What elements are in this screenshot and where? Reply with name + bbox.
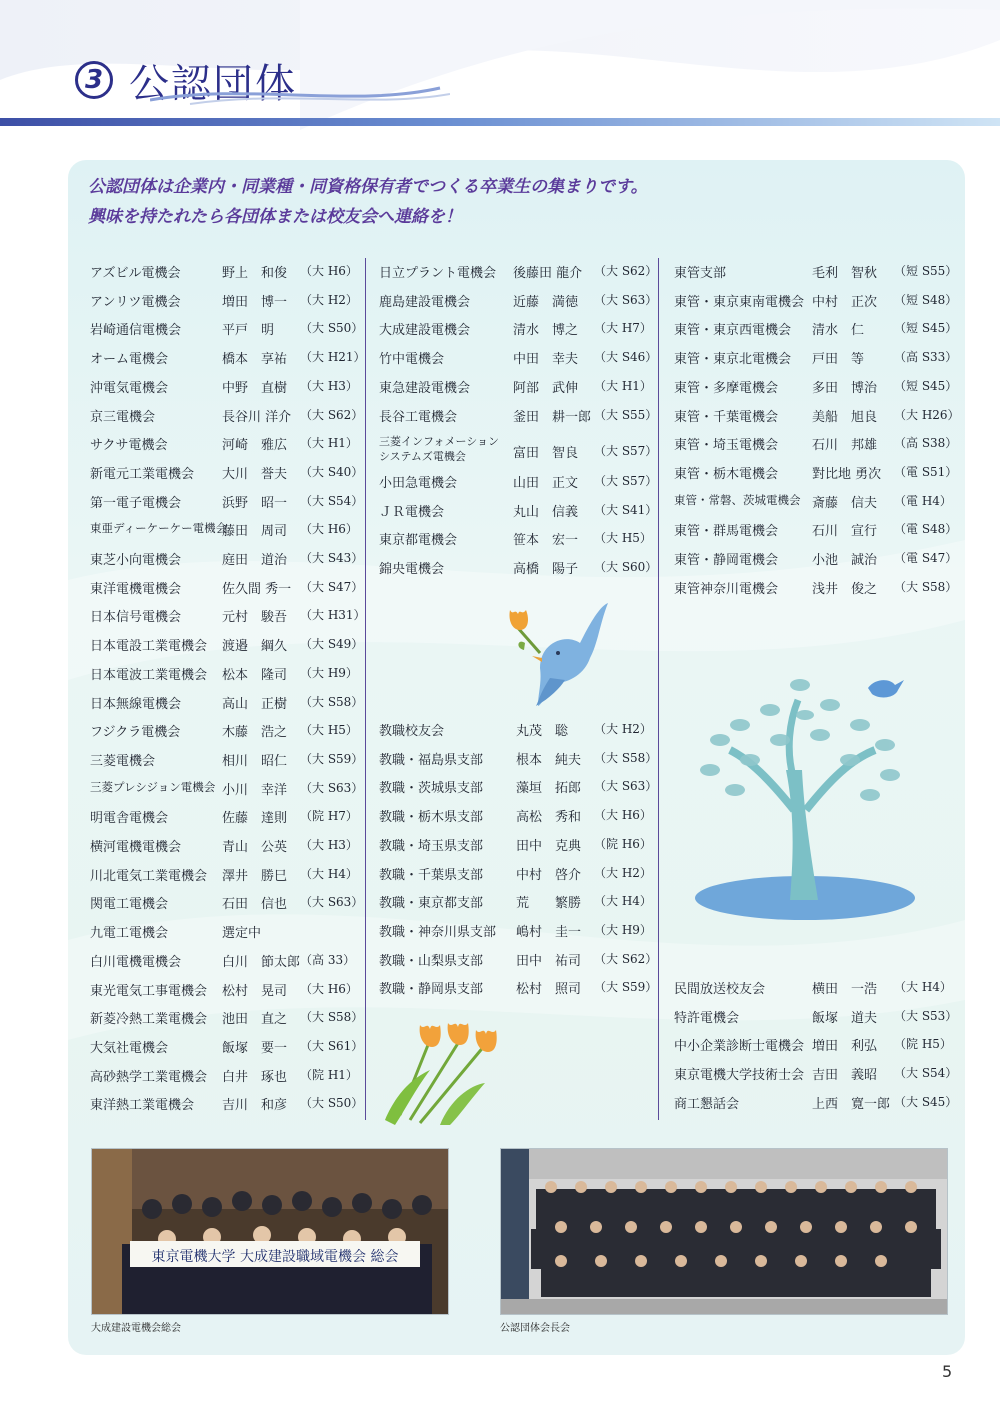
organization-name: 九電工電機会 <box>90 926 169 942</box>
representative-name: 澤井 勝巳 <box>222 868 288 884</box>
list-item <box>90 893 364 913</box>
intro-text <box>88 172 948 232</box>
list-item <box>379 472 658 492</box>
organization-name: オーム電機会 <box>90 352 169 368</box>
organization-name: 三菱電機会 <box>90 753 156 769</box>
list-item <box>379 291 658 311</box>
list-item <box>90 348 366 368</box>
graduation-info: （院 H5） <box>894 1037 952 1052</box>
photo-banner-text: 東京電機大学 大成建設職域電機会 総会 <box>151 1249 399 1265</box>
list-item <box>90 578 364 598</box>
organization-name: 東管・多摩電機会 <box>674 380 779 396</box>
graduation-info: （大 H21） <box>300 350 366 365</box>
list-item <box>90 807 358 827</box>
representative-name: 笹本 宏一 <box>513 533 579 549</box>
list-item <box>90 492 364 512</box>
representative-name: 中村 正次 <box>812 294 878 310</box>
representative-name: 大川 誉夫 <box>222 466 288 482</box>
graduation-info: （短 S45） <box>894 321 958 336</box>
graduation-info: （大 S41） <box>594 502 658 517</box>
column-divider-2 <box>658 258 659 1120</box>
list-item <box>379 262 658 282</box>
representative-name: 中田 幸夫 <box>513 352 579 368</box>
graduation-info: （大 S60） <box>594 560 658 574</box>
organization-name: 商工懇話会 <box>674 1096 740 1112</box>
organization-name: 東急建設電機会 <box>379 380 471 396</box>
list-item <box>90 721 358 741</box>
column-divider-1 <box>365 258 366 1120</box>
organization-name: 教職・神奈川県支部 <box>379 924 497 940</box>
organization-name: 東京電機大学技術士会 <box>674 1068 805 1084</box>
list-item <box>674 262 958 282</box>
organization-name: 東亜ディーケーケー電機会 <box>90 521 228 536</box>
organization-name: ＪＲ電機会 <box>379 504 445 520</box>
graduation-info: （大 S58） <box>894 579 958 594</box>
list-item <box>379 377 652 397</box>
representative-name: 對比地 勇次 <box>812 466 882 482</box>
representative-name: 毛利 智秋 <box>812 266 878 281</box>
representative-name: 戸田 等 <box>812 352 865 368</box>
graduation-info: （大 S49） <box>300 637 364 652</box>
organization-name: 日本電波工業電機会 <box>90 667 208 683</box>
list-item <box>379 501 658 521</box>
list-item <box>674 578 958 598</box>
graduation-info: （大 S57） <box>594 473 658 488</box>
list-item <box>379 835 652 855</box>
graduation-info: （大 S59） <box>594 980 658 995</box>
representative-name: 阿部 武伸 <box>513 380 579 396</box>
representative-name: 飯塚 道夫 <box>812 1010 878 1026</box>
graduation-info: （大 H6） <box>300 264 358 278</box>
representative-name: 清水 博之 <box>513 323 579 339</box>
organization-name: 東管支部 <box>674 266 727 281</box>
representative-name: 嶋村 圭一 <box>516 924 582 940</box>
list-item <box>674 492 952 512</box>
list-item <box>379 978 658 998</box>
representative-name: 小川 幸洋 <box>222 782 288 798</box>
graduation-info: （大 S57） <box>594 444 658 459</box>
representative-name: 多田 博治 <box>812 380 878 396</box>
graduation-info: （大 S45） <box>894 1094 958 1109</box>
representative-name: 田中 祐司 <box>516 953 582 969</box>
organization-name: 白川電機電機会 <box>90 954 182 970</box>
title-swoosh <box>150 78 450 108</box>
representative-name: 清水 仁 <box>812 323 865 339</box>
organization-name: 東管・千葉電機会 <box>674 409 779 425</box>
list-item <box>379 529 652 549</box>
graduation-info: （大 S62） <box>594 264 658 278</box>
organization-name: 教職・東京都支部 <box>379 896 484 912</box>
graduation-info: （大 S58） <box>300 1010 364 1025</box>
representative-name: 田中 克典 <box>516 838 582 854</box>
representative-name: 浅井 俊之 <box>812 581 878 597</box>
bird-illustration <box>500 598 615 708</box>
representative-name: 増田 博一 <box>222 294 288 310</box>
list-item <box>90 836 358 856</box>
organization-name: 東管・東京東南電機会 <box>674 294 805 310</box>
list-item <box>674 463 958 483</box>
graduation-info: （院 H6） <box>594 836 652 851</box>
tulip-illustration <box>380 1015 505 1125</box>
representative-name: 長谷川 洋介 <box>222 409 292 425</box>
graduation-info: （院 H1） <box>300 1067 358 1082</box>
representative-name: 吉田 義昭 <box>812 1068 878 1084</box>
organization-name: 高砂熱学工業電機会 <box>90 1069 208 1085</box>
organization-name: 日立プラント電機会 <box>379 266 497 281</box>
representative-name: 中村 啓介 <box>516 867 582 883</box>
graduation-info: （大 H2） <box>594 865 652 880</box>
graduation-info: （短 S48） <box>894 292 958 307</box>
list-item <box>674 377 958 397</box>
organization-name: 東洋熱工業電機会 <box>90 1098 195 1114</box>
list-item <box>674 1064 958 1084</box>
organization-name: 鹿島建設電機会 <box>379 294 471 310</box>
organization-name: 教職校友会 <box>379 724 445 739</box>
graduation-info: （短 S45） <box>894 378 958 393</box>
list-item <box>674 434 958 454</box>
representative-name: 松村 照司 <box>516 982 582 998</box>
photo-taisei-meeting <box>91 1148 449 1315</box>
representative-name: 美船 旭良 <box>812 409 878 425</box>
graduation-info: （大 S50） <box>300 321 364 336</box>
representative-name: 根本 純夫 <box>516 752 582 768</box>
organization-name: 沖電気電機会 <box>90 380 169 396</box>
graduation-info: （大 S55） <box>594 407 658 422</box>
list-item <box>379 806 652 826</box>
organization-name: 東芝小向電機会 <box>90 553 182 568</box>
organization-name: 東管・東京北電機会 <box>674 352 792 368</box>
list-item <box>90 1094 364 1114</box>
organization-name: 日本信号電機会 <box>90 610 182 626</box>
representative-name: 飯塚 要一 <box>222 1040 288 1056</box>
representative-name: 丸山 信義 <box>513 504 579 520</box>
list-item <box>90 1037 364 1057</box>
graduation-info: （高 33） <box>300 952 356 967</box>
organization-name: 長谷工電機会 <box>379 409 458 425</box>
graduation-info: （大 H26） <box>894 407 960 422</box>
organization-name: アズビル電機会 <box>90 266 181 281</box>
representative-name: 富田 智良 <box>513 446 579 462</box>
graduation-info: （大 S54） <box>300 493 364 508</box>
graduation-info: （電 S48） <box>894 522 958 537</box>
list-item <box>379 348 658 368</box>
graduation-info: （大 S53） <box>894 1008 958 1023</box>
intro-line-1: 公認団体は企業内・同業種・同資格保有者でつくる卒業生の集まりです。 <box>88 177 648 197</box>
list-item <box>674 348 958 368</box>
graduation-info: （高 S38） <box>894 436 958 451</box>
representative-name: 佐藤 達則 <box>222 811 288 827</box>
list-item <box>674 1093 958 1113</box>
organization-name: 東管・栃木電機会 <box>674 466 779 482</box>
graduation-info: （大 S61） <box>300 1038 364 1053</box>
representative-name: 相川 昭仁 <box>222 753 288 769</box>
graduation-info: （大 S63） <box>594 779 658 794</box>
organization-name: 東管・東京西電機会 <box>674 323 792 339</box>
organization-name: 日本電設工業電機会 <box>90 639 208 655</box>
representative-name: 渡邉 綱久 <box>222 639 288 655</box>
graduation-info: （大 S58） <box>300 694 364 709</box>
graduation-info: （大 S47） <box>300 579 364 594</box>
organization-name: 大気社電機会 <box>90 1040 169 1056</box>
graduation-info: （大 S59） <box>300 751 364 766</box>
graduation-info: （大 S63） <box>300 780 364 795</box>
organization-name: 東京都電機会 <box>379 533 458 549</box>
graduation-info: （大 H5） <box>300 723 358 738</box>
graduation-info: （大 H7） <box>594 321 652 336</box>
representative-name: 松村 晃司 <box>222 983 288 999</box>
list-item <box>674 406 960 426</box>
list-item <box>90 434 358 454</box>
representative-name: 石川 宣行 <box>812 524 878 540</box>
representative-name: 釜田 耕一郎 <box>513 409 592 425</box>
representative-name: 上西 寛一郎 <box>812 1096 891 1112</box>
header-rule <box>0 118 1000 126</box>
representative-name: 元村 駿吾 <box>222 610 288 626</box>
representative-name: 浜野 昭一 <box>222 495 288 511</box>
organization-name: 東洋電機電機会 <box>90 581 182 597</box>
organization-name: 東管・常磐、茨城電機会 <box>674 492 801 507</box>
organization-name: 京三電機会 <box>90 409 156 425</box>
graduation-info: （電 H4） <box>894 493 952 508</box>
list-item <box>90 377 358 397</box>
tree-illustration <box>690 660 915 920</box>
list-item <box>674 549 958 569</box>
representative-name: 白井 琢也 <box>222 1069 288 1085</box>
organization-name: 東光電気工事電機会 <box>90 983 208 999</box>
graduation-info: （大 H6） <box>300 981 358 996</box>
list-item <box>674 291 958 311</box>
organization-name: 第一電子電機会 <box>90 495 182 511</box>
graduation-info: （大 S46） <box>594 350 658 365</box>
graduation-info: （大 S62） <box>594 951 658 966</box>
graduation-info: （高 S33） <box>894 350 958 365</box>
page-number: 5 <box>942 1362 953 1381</box>
representative-name: 松本 隆司 <box>222 667 288 683</box>
organization-name: 岩崎通信電機会 <box>90 323 182 339</box>
representative-name: 近藤 満徳 <box>513 294 579 310</box>
organization-name: サクサ電機会 <box>90 438 168 454</box>
list-item <box>90 406 364 426</box>
graduation-info: （大 H2） <box>594 722 652 736</box>
organization-name: 民間放送校友会 <box>674 982 766 997</box>
representative-name: 吉川 和彦 <box>222 1098 288 1114</box>
representative-name: 藤田 周司 <box>222 524 288 540</box>
list-item <box>90 779 364 799</box>
organization-name: 川北電気工業電機会 <box>90 868 208 884</box>
graduation-info: （大 H31） <box>300 608 366 623</box>
organization-name: フジクラ電機会 <box>90 725 181 741</box>
representative-name: 斎藤 信夫 <box>812 495 878 511</box>
representative-name: 河崎 雅広 <box>222 438 288 454</box>
representative-name: 石川 邦雄 <box>812 438 878 454</box>
list-item <box>379 921 652 941</box>
list-item <box>379 864 652 884</box>
organization-name: 教職・福島県支部 <box>379 752 484 768</box>
representative-name: 青山 公英 <box>222 840 288 855</box>
list-item <box>90 635 364 655</box>
representative-name: 池田 直之 <box>222 1012 288 1028</box>
organization-name: 教職・茨城県支部 <box>379 781 484 797</box>
list-item <box>379 434 658 464</box>
page-title: 公認団体 <box>129 60 297 107</box>
graduation-info: （大 S63） <box>594 292 658 307</box>
graduation-info: （大 H4） <box>300 866 358 881</box>
representative-name: 平戸 明 <box>222 323 275 339</box>
representative-name: 後藤田 龍介 <box>513 266 583 281</box>
organization-name: 東管・静岡電機会 <box>674 553 779 568</box>
representative-name: 増田 利弘 <box>812 1039 878 1055</box>
list-item <box>379 749 658 769</box>
list-item <box>379 950 658 970</box>
organization-name: 東管・埼玉電機会 <box>674 438 779 454</box>
representative-name: 荒 繁勝 <box>516 896 582 912</box>
graduation-info: （大 S40） <box>300 464 364 479</box>
graduation-info: （大 S54） <box>894 1066 958 1081</box>
graduation-info: （大 S58） <box>594 750 658 765</box>
organization-name: 横河電機電機会 <box>90 840 182 855</box>
representative-name: 小池 誠治 <box>812 553 878 568</box>
list-item <box>90 664 358 684</box>
list-item <box>90 606 366 626</box>
organization-name: 新電元工業電機会 <box>90 466 195 482</box>
organization-name: 中小企業診断士電機会 <box>674 1039 805 1055</box>
representative-name: 石田 信也 <box>222 897 288 913</box>
list-item <box>90 549 364 569</box>
list-item <box>379 777 658 797</box>
organization-name: 三菱プレシジョン電機会 <box>90 779 216 794</box>
graduation-info: （大 S62） <box>300 407 364 422</box>
photo-left-caption: 大成建設電機会総会 <box>91 1323 181 1334</box>
graduation-info: （大 H9） <box>594 922 652 937</box>
representative-name: 橋本 享祐 <box>222 352 288 368</box>
representative-name: 中野 直樹 <box>222 380 288 396</box>
representative-name: 佐久間 秀一 <box>222 581 292 597</box>
graduation-info: （大 H2） <box>300 292 358 307</box>
representative-name: 木藤 浩之 <box>222 725 288 741</box>
organization-name: 大成建設電機会 <box>379 323 471 339</box>
organization-name: 三菱インフォメーションシステムズ電機会 <box>379 435 500 464</box>
list-item <box>90 1008 364 1028</box>
list-item <box>379 892 652 912</box>
organization-name: 明電舎電機会 <box>90 811 169 827</box>
graduation-info: （電 S51） <box>894 464 958 479</box>
list-item <box>90 262 358 282</box>
representative-name: 山田 正文 <box>513 475 579 491</box>
organization-name: 特許電機会 <box>674 1010 740 1026</box>
graduation-info: （大 S43） <box>300 551 364 565</box>
graduation-info: （大 H3） <box>300 378 358 393</box>
list-item <box>674 520 958 540</box>
organization-name: アンリツ電機会 <box>90 294 181 310</box>
graduation-info: （大 H9） <box>300 665 358 680</box>
list-item <box>90 291 358 311</box>
list-item <box>379 720 652 740</box>
graduation-info: （大 H3） <box>300 838 358 852</box>
organization-name: 教職・静岡県支部 <box>379 982 484 998</box>
photo-council-meeting <box>500 1148 948 1315</box>
representative-name: 横田 一浩 <box>812 982 878 997</box>
organization-name: 関電工電機会 <box>90 897 169 913</box>
list-item <box>90 319 364 339</box>
representative-name: 丸茂 聡 <box>516 724 569 739</box>
representative-name: 選定中 <box>222 926 262 942</box>
list-item <box>90 951 356 971</box>
organization-name: 教職・山梨県支部 <box>379 953 484 969</box>
representative-name: 白川 節太郎 <box>222 954 301 970</box>
list-item <box>90 980 358 1000</box>
graduation-info: （大 H1） <box>300 436 358 451</box>
list-item <box>90 1066 358 1086</box>
list-item <box>379 406 658 426</box>
representative-name: 庭田 道治 <box>222 553 288 568</box>
list-item <box>379 319 652 339</box>
list-item <box>90 865 358 885</box>
organization-name: 教職・栃木県支部 <box>379 810 484 826</box>
organization-name: 東管・群馬電機会 <box>674 524 779 540</box>
graduation-info: （大 H6） <box>594 808 652 823</box>
organization-name: 小田急電機会 <box>379 475 458 491</box>
list-item <box>90 693 364 713</box>
list-item <box>90 463 364 483</box>
representative-name: 高松 秀和 <box>516 810 582 826</box>
graduation-info: （大 H4） <box>894 980 952 994</box>
organization-name: 東管神奈川電機会 <box>674 581 779 597</box>
graduation-info: （大 H5） <box>594 531 652 546</box>
graduation-info: （電 S47） <box>894 551 958 565</box>
list-item <box>674 1035 952 1055</box>
graduation-info: （大 H6） <box>300 522 358 537</box>
organization-name: 新菱冷熱工業電機会 <box>90 1012 208 1028</box>
list-item <box>674 319 958 339</box>
intro-line-2: 興味を持たれたら各団体または校友会へ連絡を！ <box>88 207 462 227</box>
graduation-info: （大 H1） <box>594 378 652 393</box>
representative-name: 藻垣 拓郎 <box>516 781 582 797</box>
photo-right-caption: 公認団体会長会 <box>500 1323 570 1334</box>
list-item <box>90 922 262 942</box>
list-item <box>90 520 358 540</box>
list-item <box>674 1007 958 1027</box>
organization-name: 錦央電機会 <box>379 562 445 577</box>
graduation-info: （短 S55） <box>894 264 958 278</box>
section-number: 3 <box>75 61 113 99</box>
list-item <box>674 978 952 998</box>
organization-name: 教職・埼玉県支部 <box>379 838 484 854</box>
list-item <box>90 750 364 770</box>
representative-name: 高山 正樹 <box>222 696 288 712</box>
organization-name: 教職・千葉県支部 <box>379 867 484 883</box>
organization-name: 竹中電機会 <box>379 352 445 368</box>
graduation-info: （大 S50） <box>300 1096 364 1111</box>
representative-name: 野上 和俊 <box>222 266 288 281</box>
list-item <box>379 558 658 578</box>
representative-name: 高橋 陽子 <box>513 562 579 577</box>
graduation-info: （大 H4） <box>594 894 652 909</box>
graduation-info: （大 S63） <box>300 895 364 910</box>
organization-name: 日本無線電機会 <box>90 696 182 712</box>
graduation-info: （院 H7） <box>300 809 358 824</box>
